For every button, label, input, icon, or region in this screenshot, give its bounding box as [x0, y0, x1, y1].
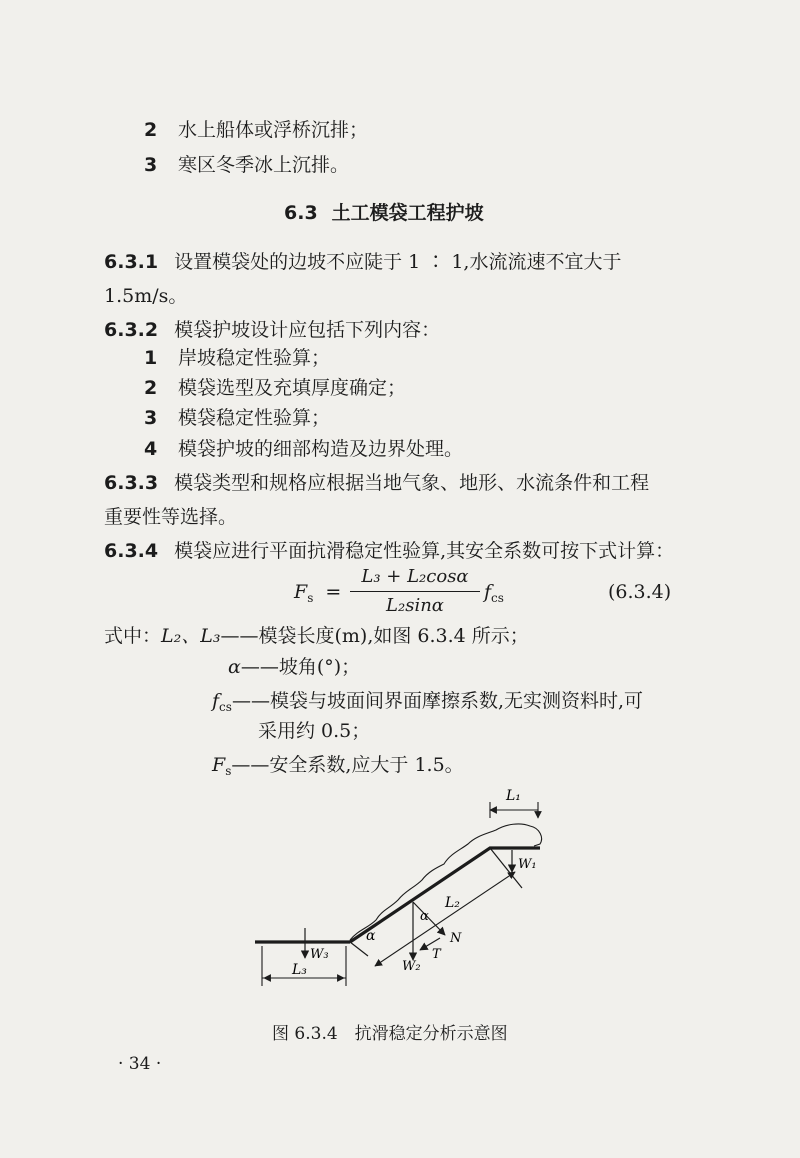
dash: —— [231, 690, 270, 712]
page-number: · 34 · [118, 1054, 162, 1074]
formula-numerator: L₃ + L₂cosα [361, 566, 469, 587]
variable-subscript: cs [219, 700, 232, 714]
section-heading [284, 199, 484, 227]
fraction-bar [350, 591, 480, 592]
variable-symbol: f [212, 690, 220, 712]
figure-caption: 图 6.3.4 抗滑稳定分析示意图 [272, 1024, 508, 1044]
where-line-continued: 采用约 0.5； [258, 720, 371, 742]
dash: —— [240, 656, 279, 678]
formula-denominator: L₂sinα [386, 595, 444, 617]
slope-stability-diagram [240, 780, 570, 1000]
variable-description: 安全系数,应大于 1.5。 [269, 754, 464, 776]
list-item [144, 374, 406, 402]
variable-description: 模袋与坡面间界面摩擦系数,无实测资料时,可 [269, 690, 644, 712]
clause-text: 设置模袋处的边坡不应陡于 1 ∶ 1,水流流速不宜大于 [174, 251, 622, 273]
label-alpha-force: α [420, 909, 429, 924]
formula-factor [484, 578, 504, 606]
variable-description: 坡角(°)； [278, 656, 361, 678]
formula-fraction [350, 565, 480, 618]
list-item-number: 2 [144, 119, 158, 141]
formula-subscript: cs [491, 591, 504, 605]
clause-text: 模袋应进行平面抗滑稳定性验算,其安全系数可按下式计算： [174, 540, 675, 562]
label-w2: W₂ [402, 959, 421, 974]
variable-symbol: L₂、L₃ [161, 625, 221, 647]
where-line [212, 751, 464, 779]
list-item [144, 404, 330, 432]
formula-number: (6.3.4) [608, 581, 672, 603]
where-line [212, 687, 643, 715]
label-w1: W₁ [518, 857, 537, 872]
dash: —— [231, 754, 270, 776]
label-l1: L₁ [506, 788, 521, 804]
clause-6-3-2 [104, 316, 440, 344]
label-alpha-angle: α [366, 928, 376, 944]
clause-6-3-4 [104, 537, 674, 565]
list-item [144, 151, 349, 179]
l1-dimension [490, 802, 538, 818]
formula-symbol: f [484, 581, 492, 603]
clause-6-3-1 [104, 248, 621, 276]
list-item-text: 模袋稳定性验算； [178, 407, 331, 429]
dash: —— [220, 625, 259, 647]
where-intro: 式中： [104, 625, 162, 647]
list-item-text: 寒区冬季冰上沉排。 [178, 154, 350, 176]
label-t: T [432, 947, 441, 962]
formula-symbol: F [294, 581, 308, 603]
section-title: 土工模袋工程护坡 [331, 202, 484, 224]
formula-equals: = [325, 581, 342, 603]
variable-symbol: α [228, 656, 241, 678]
label-w3: W₃ [310, 947, 329, 962]
clause-6-3-3-continued: 重要性等选择。 [104, 506, 238, 528]
clause-number: 6.3.3 [104, 472, 159, 494]
list-item-number: 3 [144, 407, 158, 429]
clause-6-3-1-continued: 1.5m/s。 [104, 285, 188, 307]
label-l2: L₂ [445, 895, 460, 911]
list-item-number: 4 [144, 438, 158, 460]
clause-number: 6.3.2 [104, 319, 159, 341]
list-item [144, 344, 330, 372]
clause-6-3-3 [104, 469, 649, 497]
list-item-number: 3 [144, 154, 158, 176]
l2-dimension [375, 872, 515, 966]
list-item-number: 1 [144, 347, 158, 369]
list-item-text: 水上船体或浮桥沉排； [178, 119, 369, 141]
list-item-text: 模袋护坡的细部构造及边界处理。 [178, 438, 464, 460]
variable-subscript: s [225, 764, 232, 778]
list-item-text: 岸坡稳定性验算； [178, 347, 331, 369]
list-item-number: 2 [144, 377, 158, 399]
where-line [228, 653, 360, 681]
label-l3: L₃ [292, 962, 307, 978]
clause-number: 6.3.1 [104, 251, 159, 273]
clause-number: 6.3.4 [104, 540, 159, 562]
clause-text: 模袋类型和规格应根据当地气象、地形、水流条件和工程 [174, 472, 650, 494]
section-number: 6.3 [284, 202, 318, 224]
list-item [144, 116, 368, 144]
list-item [144, 435, 463, 463]
variable-description: 模袋长度(m),如图 6.3.4 所示； [258, 625, 529, 647]
label-n: N [450, 931, 462, 946]
clause-text: 模袋护坡设计应包括下列内容： [174, 319, 441, 341]
variable-symbol: F [212, 754, 226, 776]
where-line [104, 622, 529, 650]
list-item-text: 模袋选型及充填厚度确定； [178, 377, 407, 399]
formula-subscript: s [307, 591, 314, 605]
formula-lhs [294, 578, 341, 606]
